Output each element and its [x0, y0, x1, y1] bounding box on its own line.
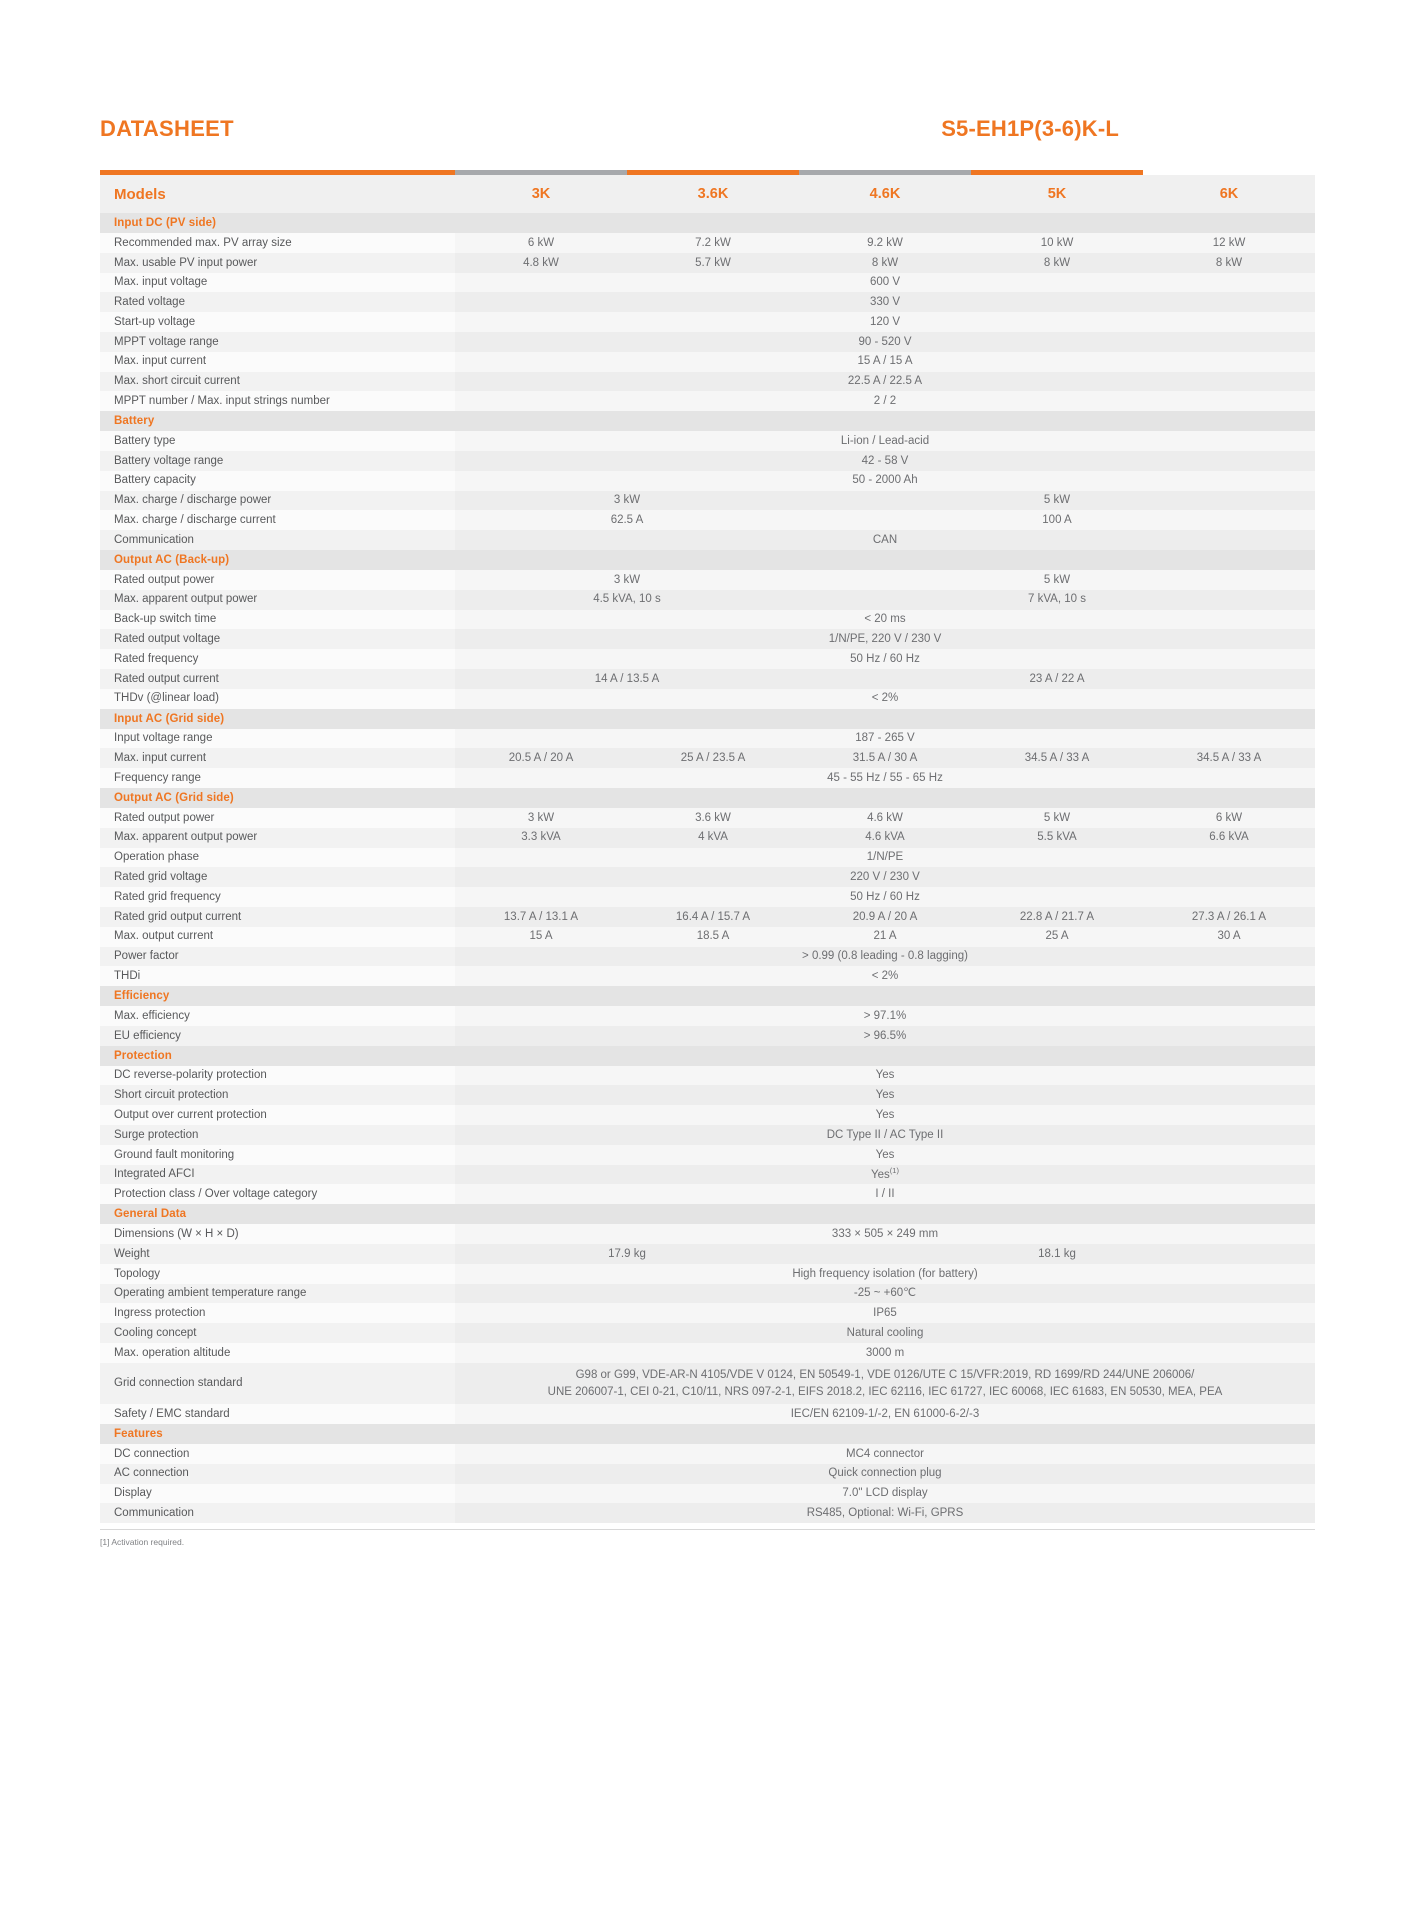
spec-value: 34.5 A / 33 A [1143, 748, 1315, 768]
spec-row [100, 590, 1315, 610]
spec-row [100, 907, 1315, 927]
spec-row [100, 530, 1315, 550]
spec-value: 45 - 55 Hz / 55 - 65 Hz [455, 768, 1315, 788]
spec-label: Max. charge / discharge power [100, 491, 455, 511]
model-column-header: 5K [971, 175, 1143, 213]
spec-row [100, 1484, 1315, 1504]
spec-value: 21 A [799, 927, 971, 947]
spec-value: 18.1 kg [799, 1244, 1315, 1264]
spec-row [100, 491, 1315, 511]
spec-label: Rated grid voltage [100, 867, 455, 887]
spec-label: Surge protection [100, 1125, 455, 1145]
spec-label: DC connection [100, 1444, 455, 1464]
section-header-row [100, 788, 1315, 808]
spec-value: 187 - 265 V [455, 729, 1315, 749]
section-header-row [100, 1046, 1315, 1066]
spec-value: 3 kW [455, 491, 799, 511]
spec-row [100, 233, 1315, 253]
spec-value: 3 kW [455, 570, 799, 590]
spec-value: CAN [455, 530, 1315, 550]
spec-value: 3 kW [455, 808, 627, 828]
spec-row [100, 669, 1315, 689]
section-title: Efficiency [100, 986, 1315, 1006]
models-label: Models [100, 175, 455, 213]
section-header-row [100, 986, 1315, 1006]
spec-row [100, 1464, 1315, 1484]
spec-row [100, 570, 1315, 590]
table-bottom-rule [100, 1529, 1315, 1530]
spec-value: 1/N/PE [455, 848, 1315, 868]
spec-value: IP65 [455, 1303, 1315, 1323]
spec-row [100, 1444, 1315, 1464]
spec-value: 15 A / 15 A [455, 352, 1315, 372]
spec-row [100, 867, 1315, 887]
spec-label: Rated voltage [100, 292, 455, 312]
spec-label: Start-up voltage [100, 312, 455, 332]
spec-row [100, 292, 1315, 312]
section-title: Output AC (Grid side) [100, 788, 1315, 808]
spec-value: 330 V [455, 292, 1315, 312]
spec-value: 4.6 kW [799, 808, 971, 828]
spec-row [100, 431, 1315, 451]
spec-value: 8 kW [1143, 253, 1315, 273]
spec-value: -25 ~ +60℃ [455, 1284, 1315, 1304]
spec-label: Max. charge / discharge current [100, 510, 455, 530]
spec-label: Display [100, 1484, 455, 1504]
spec-value: IEC/EN 62109-1/-2, EN 61000-6-2/-3 [455, 1404, 1315, 1424]
spec-value: 50 Hz / 60 Hz [455, 649, 1315, 669]
spec-value: < 2% [455, 689, 1315, 709]
model-series-title: S5-EH1P(3-6)K-L [941, 116, 1119, 141]
spec-row [100, 332, 1315, 352]
spec-value: DC Type II / AC Type II [455, 1125, 1315, 1145]
spec-row [100, 689, 1315, 709]
spec-row [100, 510, 1315, 530]
spec-value: 5 kW [799, 570, 1315, 590]
spec-row [100, 748, 1315, 768]
section-header-row [100, 1204, 1315, 1224]
spec-row [100, 391, 1315, 411]
spec-value: Yes [455, 1105, 1315, 1125]
spec-row [100, 768, 1315, 788]
model-column-header: 6K [1143, 175, 1315, 213]
section-title: Input DC (PV side) [100, 213, 1315, 233]
spec-label: Back-up switch time [100, 610, 455, 630]
spec-label: THDv (@linear load) [100, 689, 455, 709]
spec-row [100, 610, 1315, 630]
spec-value: 50 - 2000 Ah [455, 471, 1315, 491]
spec-value: 7.0" LCD display [455, 1484, 1315, 1504]
spec-row [100, 1105, 1315, 1125]
spec-value: MC4 connector [455, 1444, 1315, 1464]
spec-row [100, 1066, 1315, 1086]
spec-label: Topology [100, 1264, 455, 1284]
spec-row [100, 372, 1315, 392]
spec-label: Rated grid frequency [100, 887, 455, 907]
footnote-marker: (1) [889, 1166, 899, 1176]
spec-label: Integrated AFCI [100, 1165, 455, 1185]
spec-value: I / II [455, 1184, 1315, 1204]
spec-value: 27.3 A / 26.1 A [1143, 907, 1315, 927]
spec-value: 20.5 A / 20 A [455, 748, 627, 768]
spec-label: Dimensions (W × H × D) [100, 1224, 455, 1244]
spec-label: Recommended max. PV array size [100, 233, 455, 253]
spec-value: 7 kVA, 10 s [799, 590, 1315, 610]
spec-value: Natural cooling [455, 1323, 1315, 1343]
spec-label: Ground fault monitoring [100, 1145, 455, 1165]
spec-value: 6.6 kVA [1143, 828, 1315, 848]
spec-value: 5 kW [799, 491, 1315, 511]
spec-value: 1/N/PE, 220 V / 230 V [455, 629, 1315, 649]
spec-value: 3000 m [455, 1343, 1315, 1363]
spec-label: Rated output current [100, 669, 455, 689]
section-header-row [100, 213, 1315, 233]
spec-label: Protection class / Over voltage category [100, 1184, 455, 1204]
model-column-header: 3.6K [627, 175, 799, 213]
spec-label: Rated frequency [100, 649, 455, 669]
spec-row [100, 1244, 1315, 1264]
spec-value: > 0.99 (0.8 leading - 0.8 lagging) [455, 947, 1315, 967]
spec-value: 50 Hz / 60 Hz [455, 887, 1315, 907]
spec-label: Ingress protection [100, 1303, 455, 1323]
spec-value: 100 A [799, 510, 1315, 530]
spec-value: Li-ion / Lead-acid [455, 431, 1315, 451]
spec-value: 3.6 kW [627, 808, 799, 828]
spec-label: EU efficiency [100, 1026, 455, 1046]
spec-value: 333 × 505 × 249 mm [455, 1224, 1315, 1244]
spec-row [100, 1085, 1315, 1105]
page-title: DATASHEET [100, 116, 234, 141]
section-title: Protection [100, 1046, 1315, 1066]
spec-value: 3.3 kVA [455, 828, 627, 848]
section-header-row [100, 550, 1315, 570]
spec-value: 90 - 520 V [455, 332, 1315, 352]
spec-label: Battery type [100, 431, 455, 451]
spec-label: Max. input voltage [100, 273, 455, 293]
spec-row [100, 1165, 1315, 1185]
spec-row [100, 828, 1315, 848]
spec-value: 5.5 kVA [971, 828, 1143, 848]
spec-value: 9.2 kW [799, 233, 971, 253]
spec-row [100, 947, 1315, 967]
spec-row [100, 808, 1315, 828]
spec-value: 13.7 A / 13.1 A [455, 907, 627, 927]
spec-label: Rated output power [100, 808, 455, 828]
spec-row [100, 1224, 1315, 1244]
spec-label: Grid connection standard [100, 1363, 455, 1404]
section-title: Features [100, 1424, 1315, 1444]
spec-label: Short circuit protection [100, 1085, 455, 1105]
section-title: Input AC (Grid side) [100, 709, 1315, 729]
spec-row [100, 1145, 1315, 1165]
spec-label: Max. operation altitude [100, 1343, 455, 1363]
spec-row [100, 471, 1315, 491]
spec-value: 16.4 A / 15.7 A [627, 907, 799, 927]
spec-label: Max. efficiency [100, 1006, 455, 1026]
spec-value: Yes [455, 1066, 1315, 1086]
spec-row [100, 729, 1315, 749]
spec-value: 8 kW [799, 253, 971, 273]
spec-label: Max. apparent output power [100, 590, 455, 610]
spec-label: Battery voltage range [100, 451, 455, 471]
spec-value: Yes [455, 1085, 1315, 1105]
spec-value: 4 kVA [627, 828, 799, 848]
spec-label: Operating ambient temperature range [100, 1284, 455, 1304]
spec-row [100, 253, 1315, 273]
spec-label: Rated grid output current [100, 907, 455, 927]
spec-label: Max. input current [100, 748, 455, 768]
spec-label: Max. short circuit current [100, 372, 455, 392]
spec-label: DC reverse-polarity protection [100, 1066, 455, 1086]
spec-row [100, 966, 1315, 986]
spec-row [100, 1343, 1315, 1363]
spec-label: Output over current protection [100, 1105, 455, 1125]
spec-label: MPPT number / Max. input strings number [100, 391, 455, 411]
spec-value: 62.5 A [455, 510, 799, 530]
spec-row [100, 927, 1315, 947]
spec-row [100, 1303, 1315, 1323]
spec-row [100, 352, 1315, 372]
spec-row [100, 1323, 1315, 1343]
spec-value: High frequency isolation (for battery) [455, 1264, 1315, 1284]
footnote: [1] Activation required. [100, 1537, 185, 1548]
spec-value: 600 V [455, 273, 1315, 293]
spec-row [100, 1006, 1315, 1026]
spec-value: 5 kW [971, 808, 1143, 828]
spec-label: Max. apparent output power [100, 828, 455, 848]
spec-row [100, 1404, 1315, 1424]
spec-value: 15 A [455, 927, 627, 947]
spec-value: RS485, Optional: Wi-Fi, GPRS [455, 1503, 1315, 1523]
spec-label: Max. output current [100, 927, 455, 947]
spec-value: 4.6 kVA [799, 828, 971, 848]
spec-value: 4.5 kVA, 10 s [455, 590, 799, 610]
spec-value: 22.5 A / 22.5 A [455, 372, 1315, 392]
spec-value: 25 A / 23.5 A [627, 748, 799, 768]
spec-value: 120 V [455, 312, 1315, 332]
section-header-row [100, 411, 1315, 431]
spec-label: Safety / EMC standard [100, 1404, 455, 1424]
spec-row [100, 629, 1315, 649]
spec-value: 14 A / 13.5 A [455, 669, 799, 689]
spec-label: Battery capacity [100, 471, 455, 491]
spec-value: 25 A [971, 927, 1143, 947]
spec-value: < 2% [455, 966, 1315, 986]
model-column-header: 4.6K [799, 175, 971, 213]
spec-label: Input voltage range [100, 729, 455, 749]
spec-row [100, 1125, 1315, 1145]
spec-label: Frequency range [100, 768, 455, 788]
spec-label: Weight [100, 1244, 455, 1264]
spec-row [100, 451, 1315, 471]
spec-label: Cooling concept [100, 1323, 455, 1343]
spec-label: MPPT voltage range [100, 332, 455, 352]
spec-label: Rated output power [100, 570, 455, 590]
spec-value: 4.8 kW [455, 253, 627, 273]
spec-value: 31.5 A / 30 A [799, 748, 971, 768]
spec-value: 5.7 kW [627, 253, 799, 273]
spec-value: 6 kW [1143, 808, 1315, 828]
spec-value: 2 / 2 [455, 391, 1315, 411]
section-header-row [100, 709, 1315, 729]
spec-label: THDi [100, 966, 455, 986]
spec-value: 20.9 A / 20 A [799, 907, 971, 927]
spec-value: 42 - 58 V [455, 451, 1315, 471]
spec-value: 30 A [1143, 927, 1315, 947]
spec-row [100, 1284, 1315, 1304]
spec-row [100, 1363, 1315, 1404]
spec-value: Quick connection plug [455, 1464, 1315, 1484]
spec-value: 23 A / 22 A [799, 669, 1315, 689]
spec-label: Power factor [100, 947, 455, 967]
spec-value: 220 V / 230 V [455, 867, 1315, 887]
section-title: Battery [100, 411, 1315, 431]
spec-row [100, 848, 1315, 868]
model-column-header: 3K [455, 175, 627, 213]
spec-value: 22.8 A / 21.7 A [971, 907, 1143, 927]
spec-row [100, 273, 1315, 293]
spec-value: G98 or G99, VDE-AR-N 4105/VDE V 0124, EN 50549-1, VDE 0126/UTE C 15/VFR:2019, RD 1699/RD 244/UNE 206006/ UNE 206007-1, CEI 0-21, C10/11, NRS 097-2-1, EIFS 2018.2, IEC 62116, IEC 61727, IEC 60068, IEC 61683, EN 50530, MEA, PEA [455, 1363, 1315, 1404]
section-header-row [100, 1424, 1315, 1444]
spec-label: Operation phase [100, 848, 455, 868]
models-header-row [100, 175, 1315, 213]
spec-label: Communication [100, 530, 455, 550]
spec-value: Yes$^{(1)}$ [455, 1165, 1315, 1185]
section-title: General Data [100, 1204, 1315, 1224]
spec-value: 18.5 A [627, 927, 799, 947]
spec-row [100, 1264, 1315, 1284]
spec-value: 10 kW [971, 233, 1143, 253]
spec-label: Rated output voltage [100, 629, 455, 649]
specifications-table [100, 170, 1315, 1523]
spec-value: 6 kW [455, 233, 627, 253]
spec-value: 12 kW [1143, 233, 1315, 253]
spec-label: Max. usable PV input power [100, 253, 455, 273]
spec-row [100, 1184, 1315, 1204]
spec-row [100, 312, 1315, 332]
spec-label: Max. input current [100, 352, 455, 372]
section-title: Output AC (Back-up) [100, 550, 1315, 570]
spec-value: 34.5 A / 33 A [971, 748, 1143, 768]
spec-value: > 97.1% [455, 1006, 1315, 1026]
spec-value: 17.9 kg [455, 1244, 799, 1264]
spec-label: AC connection [100, 1464, 455, 1484]
spec-value: 8 kW [971, 253, 1143, 273]
spec-value: > 96.5% [455, 1026, 1315, 1046]
spec-row [100, 1503, 1315, 1523]
spec-row [100, 649, 1315, 669]
spec-row [100, 1026, 1315, 1046]
spec-value: 7.2 kW [627, 233, 799, 253]
spec-value: < 20 ms [455, 610, 1315, 630]
spec-label: Communication [100, 1503, 455, 1523]
spec-row [100, 887, 1315, 907]
spec-value: Yes [455, 1145, 1315, 1165]
document-header [100, 0, 1315, 170]
